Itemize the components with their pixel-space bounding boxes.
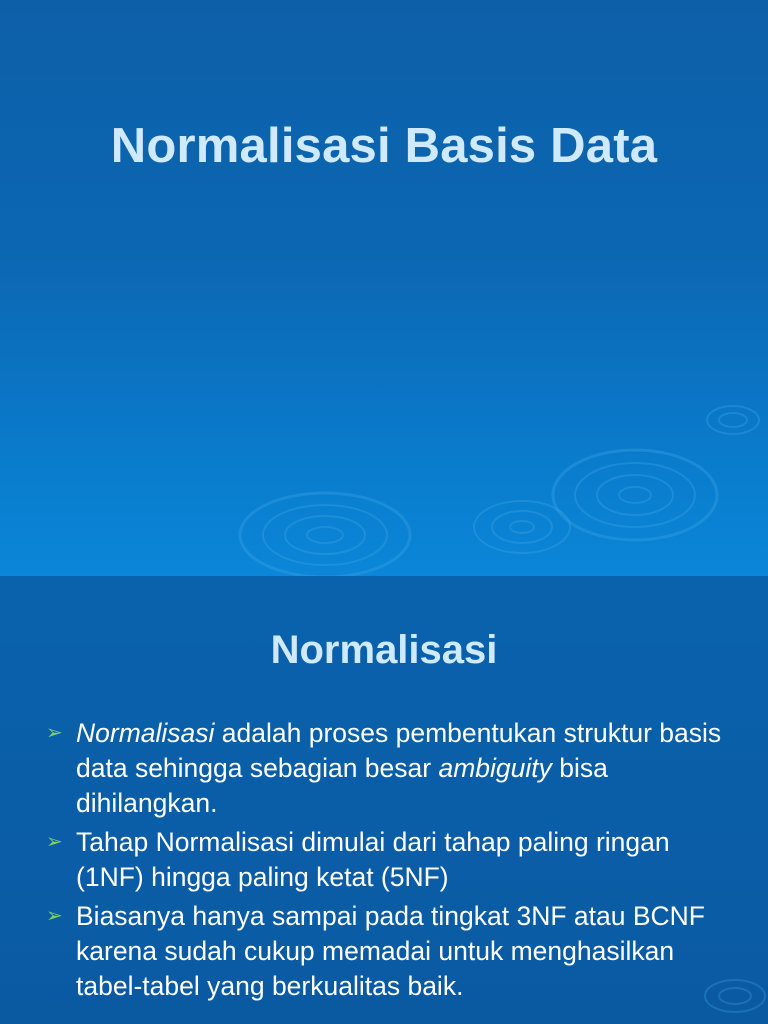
bullet-text: bisa dihilangkan.: [76, 753, 608, 818]
bullet-item: [44, 825, 744, 895]
bullet-arrow-icon: ➢: [46, 905, 63, 927]
slide-heading: Normalisasi: [270, 628, 498, 672]
bullet-item: [44, 899, 744, 1004]
slide-title: Normalisasi Basis Data: [110, 119, 658, 173]
bullet-item: [44, 716, 744, 821]
bullet-emphasis-text: Normalisasi: [76, 718, 215, 748]
bullet-text: adalah proses pembentukan struktur basis data sehingga sebagian besar: [76, 718, 722, 783]
bullet-arrow-icon: ➢: [46, 722, 63, 744]
bullet-list: [44, 716, 744, 1008]
bullet-text: Tahap Normalisasi dimulai dari tahap paling ringan (1NF) hingga paling ketat (5NF): [76, 827, 670, 892]
bullet-arrow-icon: ➢: [46, 831, 63, 853]
content-slide: [0, 576, 768, 1024]
bullet-text: Biasanya hanya sampai pada tingkat 3NF atau BCNF karena sudah cukup memadai untuk menghasilkan tabel-tabel yang berkualitas baik.: [76, 901, 705, 1001]
bullet-emphasis-text: ambiguity: [438, 753, 552, 783]
